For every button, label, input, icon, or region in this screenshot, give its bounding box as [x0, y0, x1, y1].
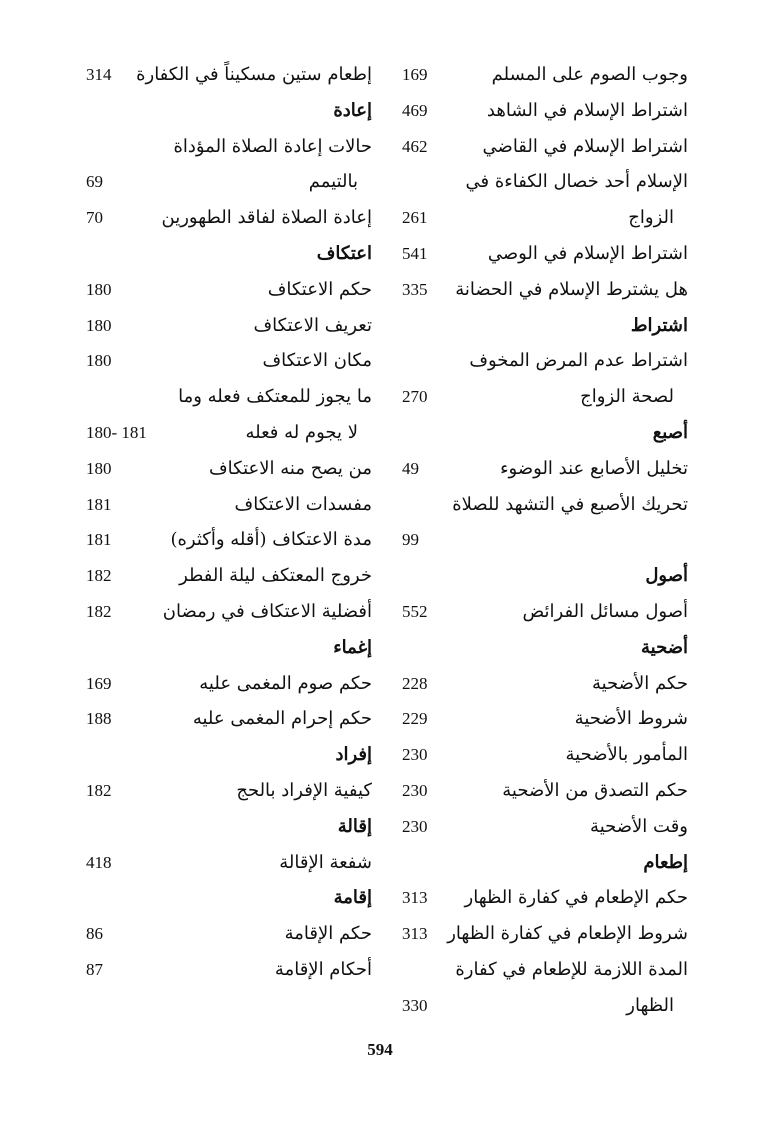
index-entry-row — [72, 58, 372, 94]
index-heading: إطعام — [643, 851, 688, 873]
index-entry-text: حكم الإطعام في كفارة الظهار — [464, 887, 688, 909]
page-number: 594 — [367, 1040, 393, 1059]
index-page-number: 313 — [402, 924, 428, 944]
index-entry-row — [388, 667, 688, 703]
index-entry-row — [388, 130, 688, 166]
index-page-number: 230 — [402, 780, 428, 800]
index-entry-row — [388, 488, 688, 524]
index-entry-row — [72, 309, 372, 345]
index-entry-row — [388, 380, 688, 416]
index-page-number: 230 — [402, 816, 428, 836]
index-entry-row — [72, 559, 372, 595]
index-entry-text: شروط الإطعام في كفارة الظهار — [447, 923, 688, 945]
index-entry-text: كيفية الإفراد بالحج — [236, 779, 372, 801]
index-page-number: 335 — [402, 279, 428, 299]
index-entry-text: وقت الأضحية — [590, 815, 688, 837]
left-index-column — [72, 58, 372, 989]
index-page-number: 99 — [402, 530, 419, 550]
index-entry-row — [388, 344, 688, 380]
index-entry-text: حالات إعادة الصلاة المؤداة — [173, 135, 372, 157]
index-page-number: 229 — [402, 709, 428, 729]
index-page-number: 169 — [86, 673, 112, 693]
index-entry-text: الظهار — [626, 994, 674, 1016]
index-page-number: 330 — [402, 995, 428, 1015]
index-entry-row — [388, 201, 688, 237]
index-entry-text: مكان الاعتكاف — [262, 350, 372, 372]
index-entry-row — [72, 165, 372, 201]
index-entry-row — [388, 94, 688, 130]
index-page-number: 418 — [86, 852, 112, 872]
index-entry-text: وجوب الصوم على المسلم — [491, 64, 688, 85]
index-entry-text: حكم التصدق من الأضحية — [502, 779, 688, 801]
index-entry-row — [72, 273, 372, 309]
index-entry-row — [388, 165, 688, 201]
index-entry-text: المدة اللازمة للإطعام في كفارة — [455, 958, 688, 980]
index-heading-row — [388, 309, 688, 345]
index-entry-text: ما يجوز للمعتكف فعله وما — [178, 386, 372, 408]
index-heading-row — [72, 881, 372, 917]
index-entry-text: إطعام ستين مسكيناً في الكفارة — [136, 64, 372, 85]
index-heading-row — [388, 559, 688, 595]
index-entry-text: شفعة الإقالة — [279, 851, 372, 873]
index-heading-row — [388, 631, 688, 667]
index-entry-row — [388, 523, 688, 559]
index-page-number: 462 — [402, 136, 428, 156]
index-page-number: 180 — [86, 351, 112, 371]
index-entry-text: لصحة الزواج — [580, 386, 674, 408]
index-entry-row — [72, 953, 372, 989]
index-entry-text: أفضلية الاعتكاف في رمضان — [162, 600, 372, 622]
index-heading: إغماء — [333, 636, 372, 658]
index-heading-row — [72, 631, 372, 667]
index-entry-text: حكم الإقامة — [284, 923, 372, 945]
index-heading: أصبع — [652, 421, 688, 443]
index-entry-row — [72, 774, 372, 810]
index-entry-text: اشتراط الإسلام في الوصي — [487, 242, 688, 264]
index-page-number: 69 — [86, 172, 103, 192]
right-index-column — [388, 58, 688, 1025]
index-heading-row — [72, 94, 372, 130]
index-entry-row — [72, 595, 372, 631]
index-entry-text: إعادة الصلاة لفاقد الطهورين — [161, 207, 372, 229]
index-entry-text: تعريف الاعتكاف — [253, 314, 372, 336]
index-heading: أصول — [645, 565, 688, 587]
index-entry-row — [72, 416, 372, 452]
index-entry-text: من يصح منه الاعتكاف — [209, 457, 372, 479]
index-page-number: 180 — [86, 279, 112, 299]
index-page-range: 180- 181 — [86, 422, 147, 442]
index-entry-text: تخليل الأصابع عند الوضوء — [500, 457, 688, 479]
index-entry-row — [388, 702, 688, 738]
index-page-number: 313 — [402, 888, 428, 908]
index-heading-row — [388, 846, 688, 882]
index-entry-row — [72, 667, 372, 703]
index-entry-row — [388, 917, 688, 953]
index-page-number: 182 — [86, 601, 112, 621]
index-page-number: 228 — [402, 673, 428, 693]
index-entry-text: تحريك الأصبع في التشهد للصلاة — [452, 493, 688, 515]
index-page-number: 87 — [86, 959, 103, 979]
index-entry-row — [72, 702, 372, 738]
index-entry-text: حكم صوم المغمى عليه — [199, 672, 372, 694]
index-entry-text: بالتيمم — [308, 171, 358, 193]
index-entry-row — [388, 595, 688, 631]
index-entry-row — [388, 452, 688, 488]
index-entry-row — [72, 380, 372, 416]
index-entry-row — [72, 452, 372, 488]
index-entry-row — [72, 846, 372, 882]
index-entry-row — [72, 523, 372, 559]
index-page-number: 169 — [402, 65, 428, 84]
index-page-number: 469 — [402, 100, 428, 120]
index-entry-text: أحكام الإقامة — [274, 958, 372, 980]
index-entry-row — [72, 917, 372, 953]
index-heading-row — [388, 416, 688, 452]
index-entry-text: حكم الأضحية — [591, 672, 688, 694]
index-page-number: 70 — [86, 208, 103, 228]
index-entry-row — [388, 989, 688, 1025]
index-entry-text: الزواج — [628, 207, 674, 229]
index-entry-text: خروج المعتكف ليلة الفطر — [179, 565, 372, 587]
index-entry-text: لا يجوم له فعله — [245, 421, 358, 443]
index-page-number: 188 — [86, 709, 112, 729]
index-entry-row — [388, 237, 688, 273]
index-page-number: 270 — [402, 387, 428, 407]
index-heading: اعتكاف — [316, 242, 372, 264]
index-heading: إعادة — [333, 99, 372, 121]
index-page-number: 49 — [402, 458, 419, 478]
index-entry-row — [388, 738, 688, 774]
index-heading: اشتراط — [630, 314, 688, 336]
index-entry-text: اشتراط الإسلام في القاضي — [482, 135, 688, 157]
index-page-number: 180 — [86, 458, 112, 478]
index-page-number: 86 — [86, 924, 103, 944]
index-entry-text: المأمور بالأضحية — [565, 744, 688, 766]
index-page-number: 181 — [86, 530, 112, 550]
index-heading: إقامة — [333, 887, 372, 909]
index-entry-text: اشتراط الإسلام في الشاهد — [486, 99, 688, 121]
index-entry-row — [388, 810, 688, 846]
index-heading: إقالة — [337, 815, 372, 837]
index-page-number: 261 — [402, 208, 428, 228]
index-entry-row — [388, 774, 688, 810]
index-page-number: 181 — [86, 494, 112, 514]
index-entry-text: حكم إحرام المغمى عليه — [192, 708, 372, 730]
index-heading-row — [72, 810, 372, 846]
index-entry-text: مدة الاعتكاف (أقله وأكثره) — [170, 529, 372, 551]
index-entry-row — [388, 273, 688, 309]
index-entry-text: أصول مسائل الفرائض — [522, 600, 688, 622]
index-entry-text: الإسلام أحد خصال الكفاءة في — [465, 171, 688, 193]
index-entry-row — [72, 201, 372, 237]
index-heading: إفراد — [335, 744, 372, 766]
index-entry-row — [72, 488, 372, 524]
index-page-number: 230 — [402, 745, 428, 765]
index-entry-text: حكم الاعتكاف — [267, 278, 372, 300]
index-entry-row — [388, 58, 688, 94]
index-entry-row — [388, 953, 688, 989]
index-entry-text: شروط الأضحية — [574, 708, 688, 730]
index-page-number: 314 — [86, 65, 112, 84]
index-page-number: 182 — [86, 566, 112, 586]
index-page-number: 552 — [402, 601, 428, 621]
index-page-number: 182 — [86, 780, 112, 800]
index-page-number: 180 — [86, 315, 112, 335]
index-page-number: 541 — [402, 243, 428, 263]
index-entry-row — [72, 344, 372, 380]
index-heading-row — [72, 237, 372, 273]
index-entry-text: مفسدات الاعتكاف — [234, 493, 372, 515]
index-entry-row — [388, 881, 688, 917]
index-entry-text: اشتراط عدم المرض المخوف — [469, 350, 688, 372]
index-heading: أضحية — [641, 636, 688, 658]
index-entry-text: هل يشترط الإسلام في الحضانة — [455, 278, 688, 300]
index-heading-row — [72, 738, 372, 774]
index-entry-row — [72, 130, 372, 166]
